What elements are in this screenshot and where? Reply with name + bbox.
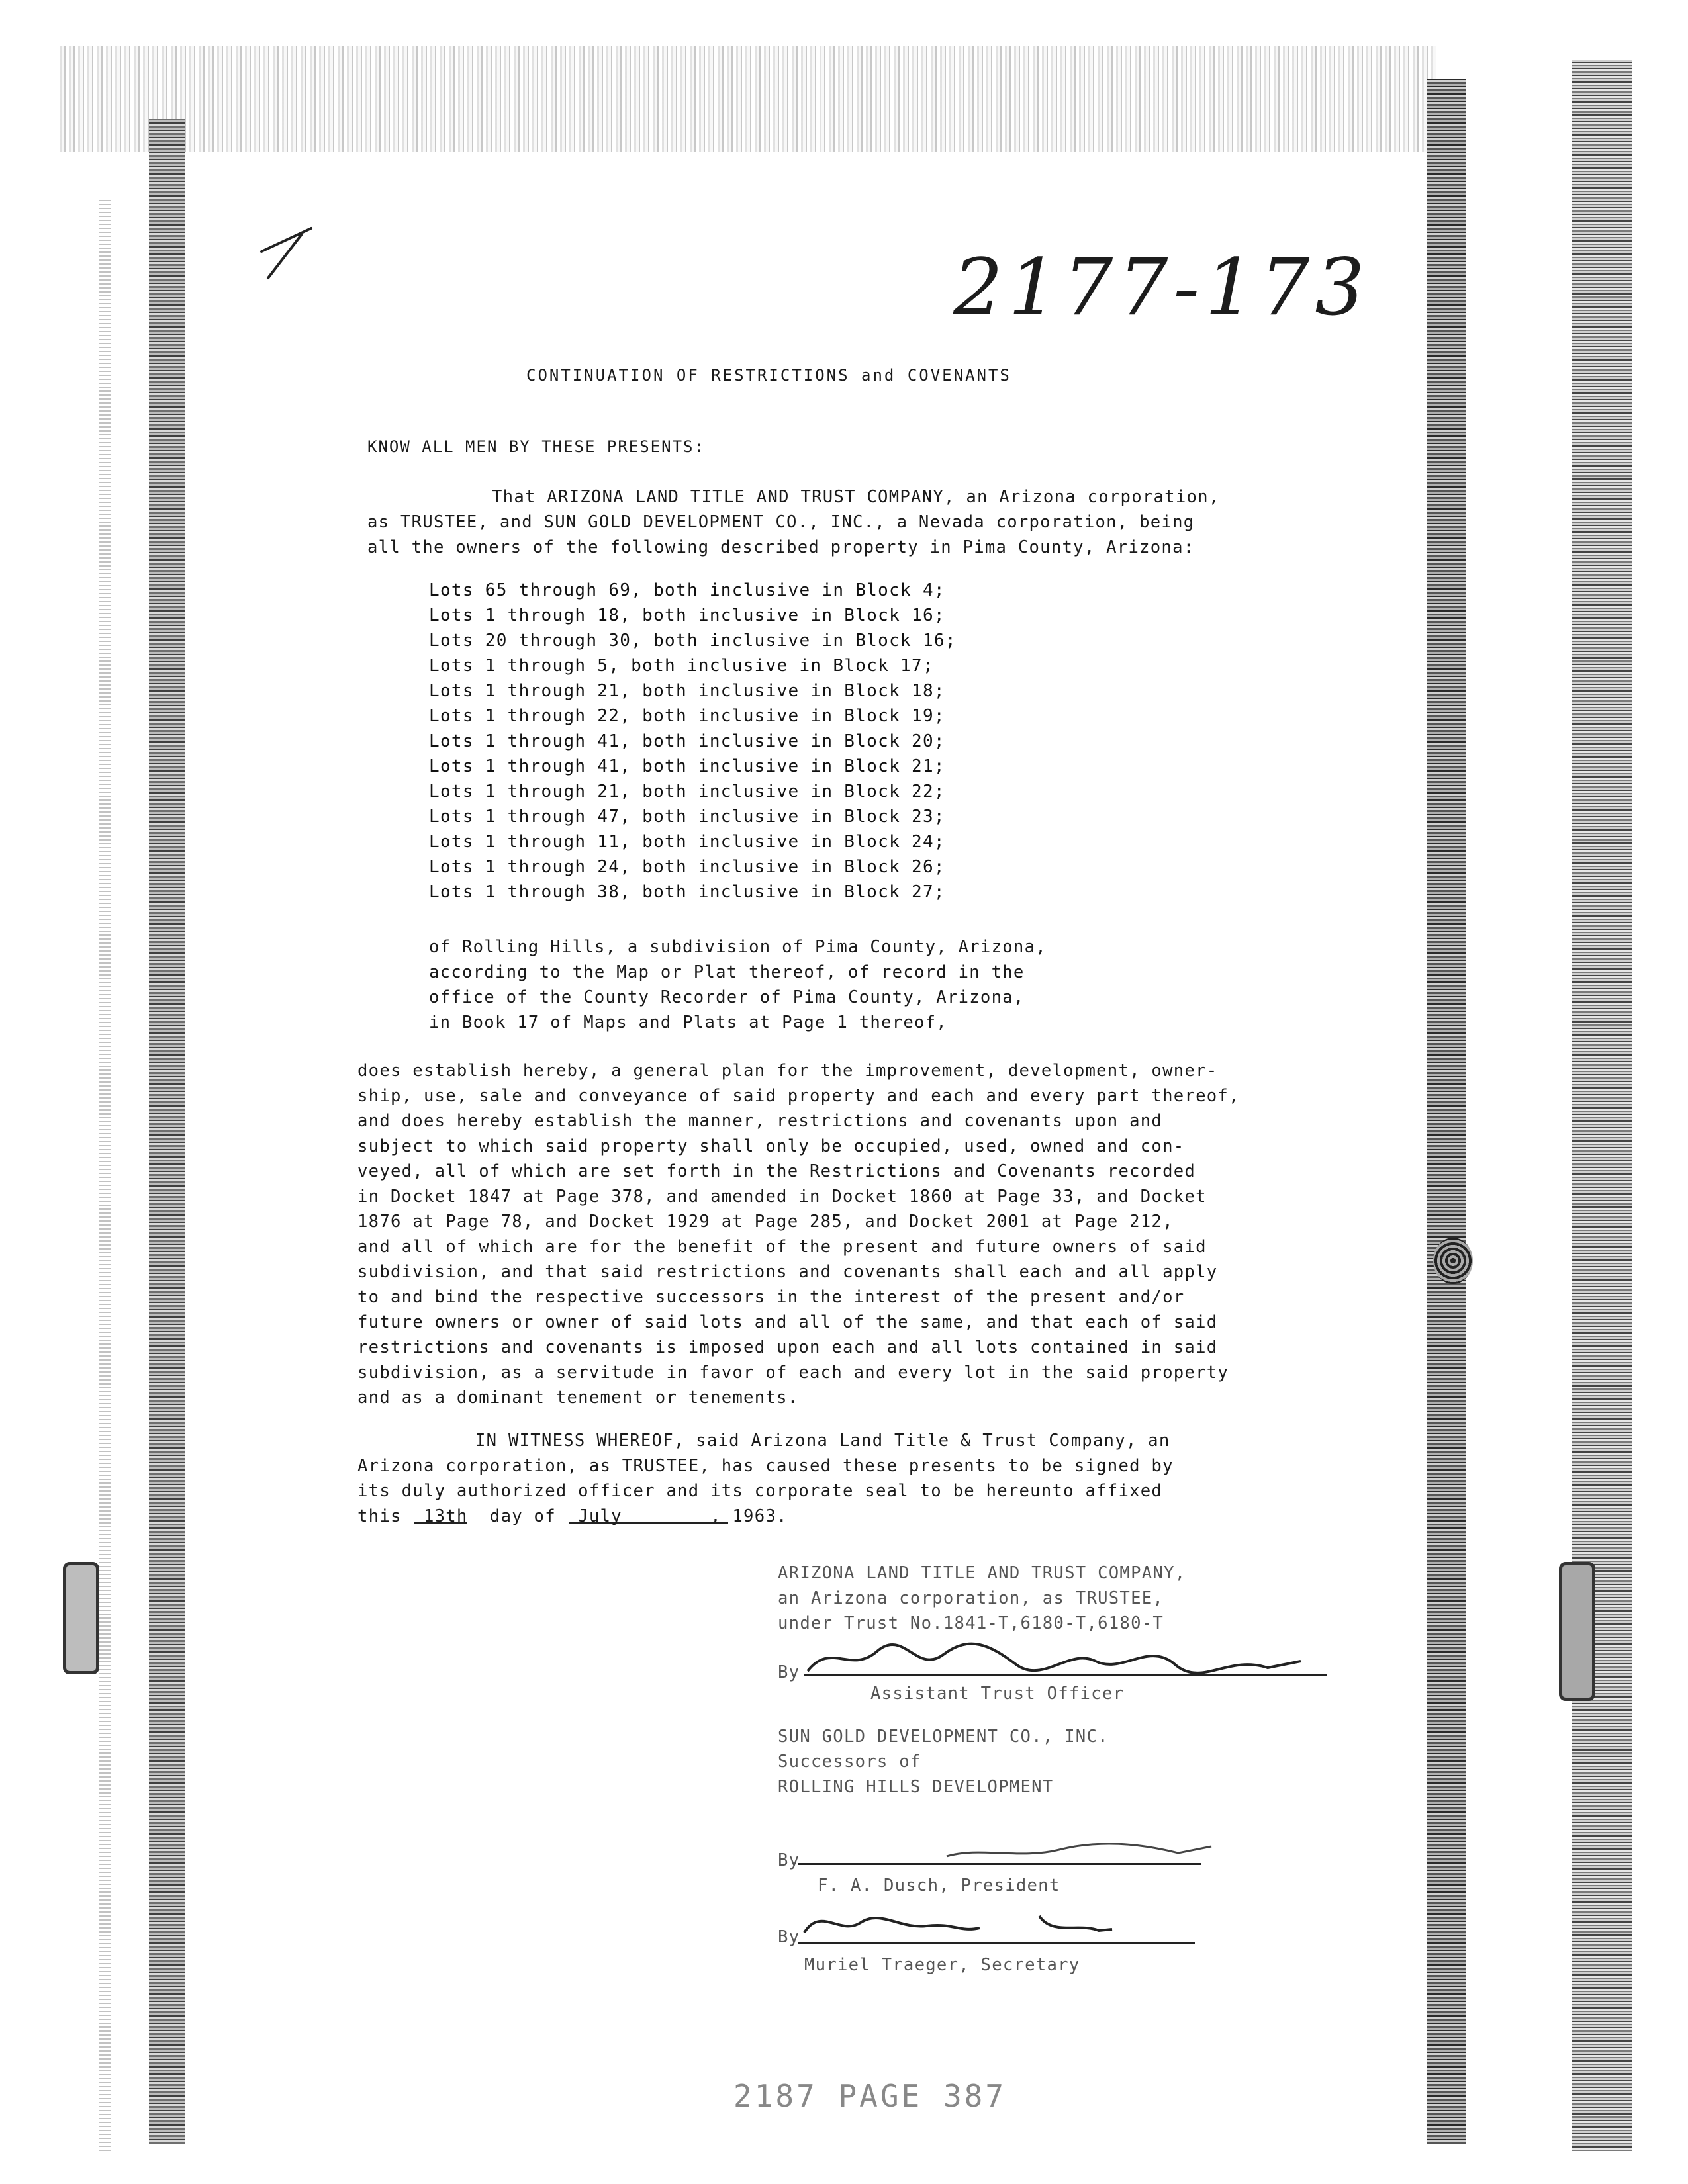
scan-rail-left	[149, 119, 185, 2144]
list-item: Lots 1 through 21, both inclusive in Block 18;	[429, 681, 945, 701]
body-line: 1876 at Page 78, and Docket 1929 at Page 285, and Docket 2001 at Page 212,	[357, 1212, 1174, 1232]
witness-line: Arizona corporation, as TRUSTEE, has caused these presents to be signed by	[357, 1456, 1174, 1476]
scan-rail-right	[1427, 79, 1466, 2144]
body-line: veyed, all of which are set forth in the Restrictions and Covenants recorded	[357, 1161, 1196, 1181]
by-label: By	[778, 1662, 800, 1682]
signatory-company-line: ROLLING HILLS DEVELOPMENT	[778, 1777, 1054, 1797]
date-day-blank	[414, 1522, 467, 1524]
binder-tab-left	[63, 1562, 99, 1674]
subdivision-line: office of the County Recorder of Pima County, Arizona,	[429, 987, 1025, 1007]
signature-line	[798, 1863, 1201, 1865]
signature-line	[798, 1942, 1195, 1944]
signature-scrawl	[940, 1833, 1218, 1866]
body-line: restrictions and covenants is imposed upon each and all lots contained in said	[357, 1338, 1218, 1357]
list-item: Lots 1 through 11, both inclusive in Block 24;	[429, 832, 945, 852]
binder-tab-right	[1559, 1562, 1595, 1701]
body-line: ship, use, sale and conveyance of said property and each and every part thereof,	[357, 1086, 1240, 1106]
scan-edge-left	[99, 199, 111, 2151]
signature-scrawl	[804, 1635, 1307, 1688]
scan-rail-right-outer	[1572, 60, 1632, 2151]
binder-knot	[1433, 1238, 1473, 1284]
officer-name: Muriel Traeger, Secretary	[804, 1955, 1080, 1975]
list-item: Lots 1 through 22, both inclusive in Block 19;	[429, 706, 945, 726]
by-label: By	[778, 1927, 800, 1947]
body-line: and does hereby establish the manner, restrictions and covenants upon and	[357, 1111, 1163, 1131]
signatory-company-line: an Arizona corporation, as TRUSTEE,	[778, 1588, 1164, 1608]
witness-line: IN WITNESS WHEREOF, said Arizona Land Title & Trust Company, an	[475, 1431, 1170, 1451]
list-item: Lots 1 through 47, both inclusive in Block 23;	[429, 807, 945, 827]
list-item: Lots 1 through 38, both inclusive in Block 27;	[429, 882, 945, 902]
officer-title: Assistant Trust Officer	[870, 1684, 1125, 1704]
intro-line: as TRUSTEE, and SUN GOLD DEVELOPMENT CO., INC., a Nevada corporation, being	[367, 512, 1195, 532]
list-item: Lots 1 through 24, both inclusive in Block 26;	[429, 857, 945, 877]
body-line: to and bind the respective successors in the interest of the present and/or	[357, 1287, 1185, 1307]
signatory-company-line: SUN GOLD DEVELOPMENT CO., INC.	[778, 1727, 1109, 1747]
intro-line: all the owners of the following described property in Pima County, Arizona:	[367, 537, 1195, 557]
body-line: and all of which are for the benefit of the present and future owners of said	[357, 1237, 1207, 1257]
list-item: Lots 1 through 41, both inclusive in Block 21;	[429, 756, 945, 776]
list-item: Lots 1 through 5, both inclusive in Block 17;	[429, 656, 934, 676]
body-line: subject to which said property shall only be occupied, used, owned and con-	[357, 1136, 1185, 1156]
list-item: Lots 1 through 41, both inclusive in Block 20;	[429, 731, 945, 751]
body-line: does establish hereby, a general plan for the improvement, development, owner-	[357, 1061, 1218, 1081]
body-line: future owners or owner of said lots and all of the same, and that each of said	[357, 1312, 1218, 1332]
subdivision-line: in Book 17 of Maps and Plats at Page 1 thereof,	[429, 1013, 947, 1032]
docket-page-stamp: 2187 PAGE 387	[733, 2078, 1007, 2114]
subdivision-line: according to the Map or Plat thereof, of record in the	[429, 962, 1025, 982]
salutation: KNOW ALL MEN BY THESE PRESENTS:	[367, 437, 705, 456]
list-item: Lots 1 through 21, both inclusive in Block 22;	[429, 782, 945, 801]
signature-scrawl	[801, 1903, 1198, 1942]
witness-line: its duly authorized officer and its corporate seal to be hereunto affixed	[357, 1481, 1163, 1501]
scan-border-top	[60, 46, 1436, 152]
officer-name: F. A. Dusch, President	[818, 1876, 1060, 1895]
body-line: in Docket 1847 at Page 378, and amended in Docket 1860 at Page 33, and Docket	[357, 1187, 1207, 1206]
list-item: Lots 1 through 18, both inclusive in Block 16;	[429, 606, 945, 625]
signatory-company-line: under Trust No.1841-T,6180-T,6180-T	[778, 1614, 1164, 1633]
signatory-company-line: Successors of	[778, 1752, 921, 1772]
list-item: Lots 20 through 30, both inclusive in Block 16;	[429, 631, 957, 651]
body-line: subdivision, and that said restrictions and covenants shall each and all apply	[357, 1262, 1218, 1282]
handwritten-slash-mark	[255, 205, 334, 291]
by-label: By	[778, 1850, 800, 1870]
signatory-company-line: ARIZONA LAND TITLE AND TRUST COMPANY,	[778, 1563, 1186, 1583]
list-item: Lots 65 through 69, both inclusive in Block 4;	[429, 580, 945, 600]
body-line: and as a dominant tenement or tenements.	[357, 1388, 799, 1408]
handwritten-document-number: 2177-173	[953, 242, 1370, 333]
witness-line: this 13th day of July , 1963.	[357, 1506, 788, 1526]
document-title: CONTINUATION OF RESTRICTIONS and COVENANTS	[526, 366, 1011, 385]
subdivision-line: of Rolling Hills, a subdivision of Pima County, Arizona,	[429, 937, 1047, 957]
body-line: subdivision, as a servitude in favor of each and every lot in the said property	[357, 1363, 1229, 1383]
signature-line	[804, 1674, 1327, 1676]
intro-line: That ARIZONA LAND TITLE AND TRUST COMPANY, an Arizona corporation,	[492, 487, 1220, 507]
date-month-blank	[569, 1522, 728, 1524]
